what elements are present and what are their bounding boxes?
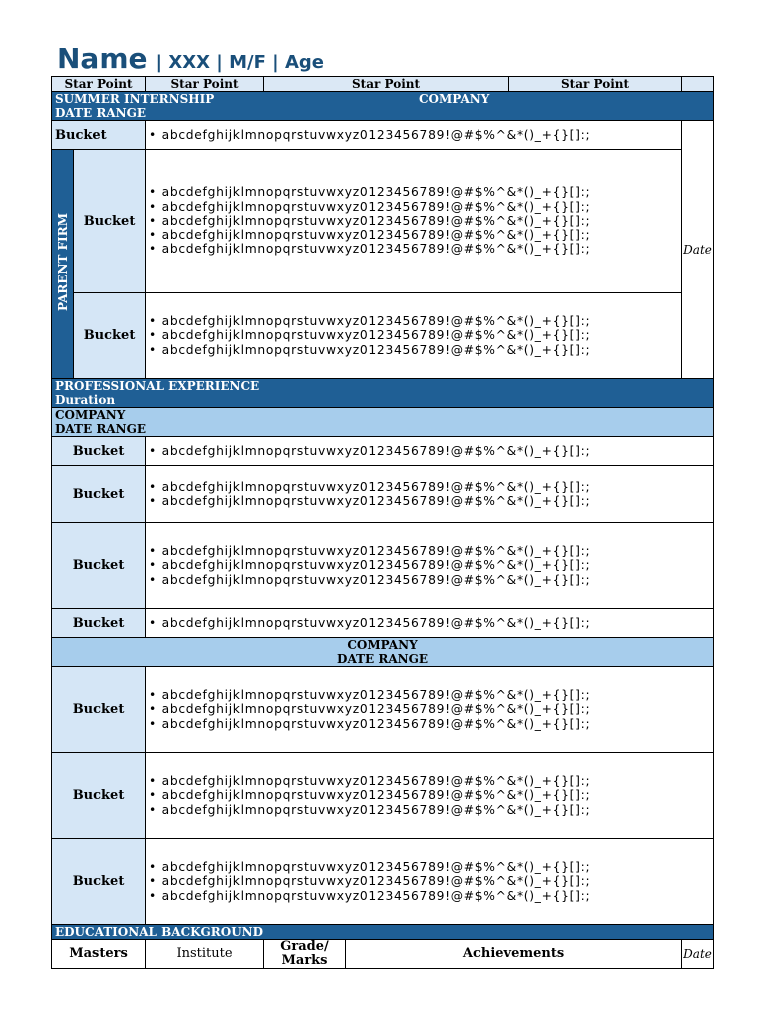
summer-date-range: DATE RANGE (55, 106, 146, 120)
bullet-item: • abcdefghijklmnopqrstuvwxyz0123456789!@#$%^&*()_+{}[]:; (149, 788, 591, 803)
summer-date-cell (682, 121, 714, 379)
bullet-cell (146, 150, 682, 293)
bullet-item: • abcdefghijklmnopqrstuvwxyz0123456789!@#$%^&*()_+{}[]:; (149, 702, 591, 717)
bullet-item: • abcdefghijklmnopqrstuvwxyz0123456789!@#$%^&*()_+{}[]:; (149, 860, 591, 875)
bullet-item: • abcdefghijklmnopqrstuvwxyz0123456789!@#$%^&*()_+{}[]:; (149, 544, 591, 559)
bullet-item: • abcdefghijklmnopqrstuvwxyz0123456789!@#$%^&*()_+{}[]:; (149, 558, 591, 573)
bullet-item: • abcdefghijklmnopqrstuvwxyz0123456789!@#$%^&*()_+{}[]:; (149, 494, 591, 508)
bucket-label: Bucket (52, 609, 146, 638)
bullet-cell (146, 523, 714, 609)
candidate-name: Name (57, 42, 148, 75)
bullet-item: • abcdefghijklmnopqrstuvwxyz0123456789!@#$%^&*()_+{}[]:; (149, 328, 591, 343)
bucket-label: Bucket (52, 667, 146, 753)
bullet-cell (146, 437, 714, 466)
company-heading (52, 638, 714, 667)
company-name: COMPANY (347, 638, 418, 652)
star-point: Star Point (52, 77, 146, 92)
company-heading (52, 408, 714, 437)
bullet-item: • abcdefghijklmnopqrstuvwxyz0123456789!@#$%^&*()_+{}[]:; (149, 242, 591, 257)
bullet-item: • abcdefghijklmnopqrstuvwxyz0123456789!@#$%^&*()_+{}[]:; (149, 874, 591, 889)
bullet-item: • abcdefghijklmnopqrstuvwxyz0123456789!@#$%^&*()_+{}[]:; (149, 888, 591, 903)
bullet-item: • abcdefghijklmnopqrstuvwxyz0123456789!@#$%^&*()_+{}[]:; (149, 774, 591, 789)
bullet-item: • abcdefghijklmnopqrstuvwxyz0123456789!@#$%^&*()_+{}[]:; (149, 479, 591, 494)
bullet-cell (146, 753, 714, 839)
company-date-range: DATE RANGE (337, 652, 428, 666)
date-label: Date (683, 242, 712, 257)
bullet-item: • abcdefghijklmnopqrstuvwxyz0123456789!@#$%^&*()_+{}[]:; (149, 342, 591, 357)
bullet-item: • abcdefghijklmnopqrstuvwxyz0123456789!@#$%^&*()_+{}[]:; (149, 185, 591, 200)
bullet-cell (146, 609, 714, 638)
summer-company: COMPANY (419, 92, 490, 106)
bullet-cell (146, 121, 682, 150)
degree-label: Masters (52, 940, 146, 969)
resume-table (51, 76, 714, 969)
star-point: Star Point (146, 77, 264, 92)
bucket-label: Bucket (74, 150, 146, 293)
bucket-label: Bucket (52, 466, 146, 523)
resume-header (57, 42, 324, 75)
professional-experience-title: PROFESSIONAL EXPERIENCE (55, 379, 260, 393)
achievements-label: Achievements (346, 940, 682, 969)
bucket-label: Bucket (52, 839, 146, 925)
professional-duration: Duration (55, 393, 116, 407)
summer-internship-heading (52, 92, 714, 121)
bucket-label: Bucket (74, 293, 146, 379)
company-date-range: DATE RANGE (55, 422, 146, 436)
institute-label: Institute (146, 940, 264, 969)
bullet-item: • abcdefghijklmnopqrstuvwxyz0123456789!@#$%^&*()_+{}[]:; (149, 572, 591, 587)
bullet-item: • abcdefghijklmnopqrstuvwxyz0123456789!@#$%^&*()_+{}[]:; (149, 314, 591, 329)
bullet-item: • abcdefghijklmnopqrstuvwxyz0123456789!@#$%^&*()_+{}[]:; (149, 688, 591, 703)
bullet-item: • abcdefghijklmnopqrstuvwxyz0123456789!@#$%^&*()_+{}[]:; (149, 443, 591, 458)
summer-bucket-label: Bucket (52, 121, 146, 150)
bullet-cell (146, 667, 714, 753)
education-date-cell (682, 940, 714, 969)
star-point: Star Point (509, 77, 682, 92)
bucket-label: Bucket (52, 753, 146, 839)
bullet-item: • abcdefghijklmnopqrstuvwxyz0123456789!@#$%^&*()_+{}[]:; (149, 228, 591, 243)
date-label: Date (683, 947, 712, 961)
bullet-item: • abcdefghijklmnopqrstuvwxyz0123456789!@#$%^&*()_+{}[]:; (149, 213, 591, 228)
bullet-cell (146, 839, 714, 925)
company-name: COMPANY (55, 408, 126, 422)
parent-firm-label: PARENT FIRM (52, 150, 74, 379)
bullet-item: • abcdefghijklmnopqrstuvwxyz0123456789!@#$%^&*()_+{}[]:; (149, 615, 591, 630)
bullet-item: • abcdefghijklmnopqrstuvwxyz0123456789!@#$%^&*()_+{}[]:; (149, 802, 591, 817)
bullet-item: • abcdefghijklmnopqrstuvwxyz0123456789!@#$%^&*()_+{}[]:; (149, 716, 591, 731)
bullet-cell (146, 466, 714, 523)
star-point: Star Point (264, 77, 509, 92)
professional-experience-heading (52, 379, 714, 408)
candidate-details: | XXX | M/F | Age (155, 52, 324, 73)
star-point (682, 77, 714, 92)
bucket-label: Bucket (52, 437, 146, 466)
education-heading: EDUCATIONAL BACKGROUND (52, 925, 714, 940)
summer-internship-title: SUMMER INTERNSHIP (55, 92, 215, 106)
grade-label: Grade/ Marks (264, 940, 346, 969)
bullet-item: • abcdefghijklmnopqrstuvwxyz0123456789!@#$%^&*()_+{}[]:; (149, 199, 591, 214)
bucket-label: Bucket (52, 523, 146, 609)
bullet-cell (146, 293, 682, 379)
bullet-item: • abcdefghijklmnopqrstuvwxyz0123456789!@#$%^&*()_+{}[]:; (149, 127, 591, 142)
